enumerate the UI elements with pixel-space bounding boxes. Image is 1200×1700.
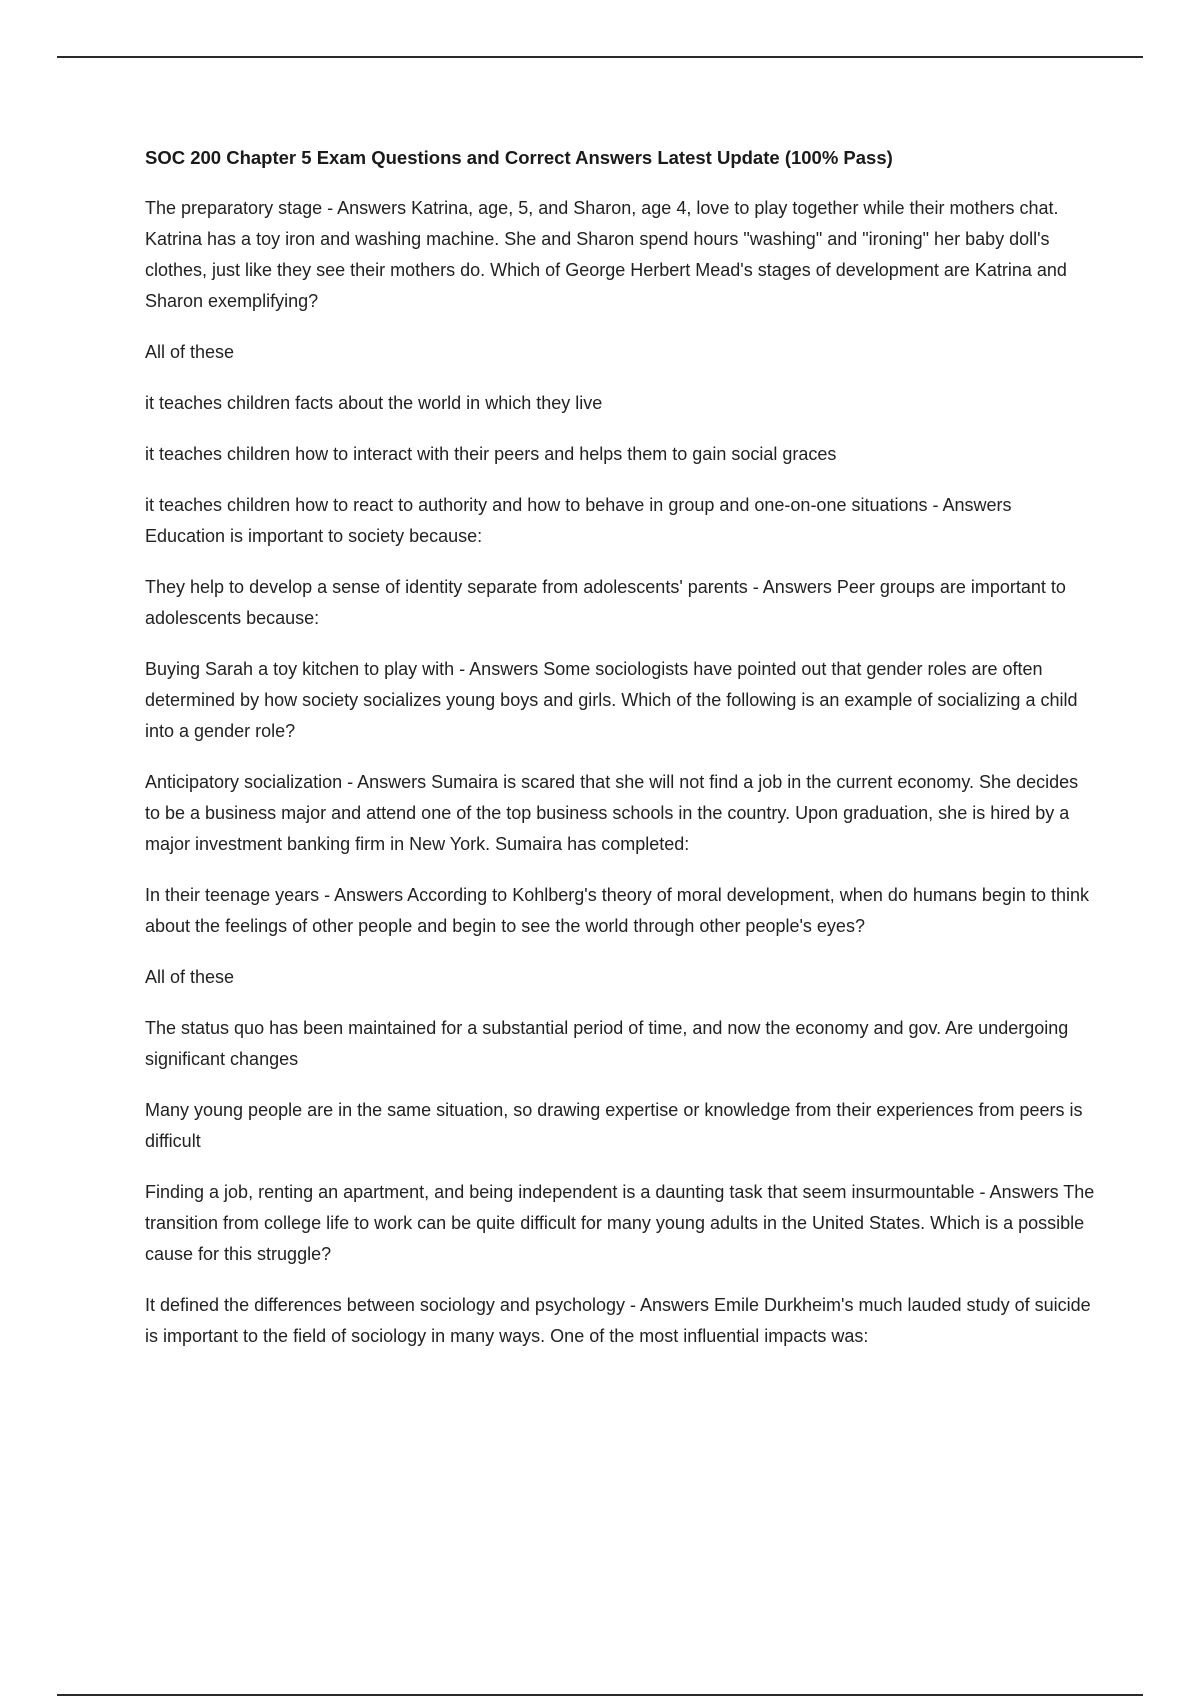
paragraph: All of these: [145, 967, 235, 987]
paragraph: In their teenage years - Answers According to Kohlberg's theory of moral development, when do humans begin to think about the feelings of other people and begin to see the world through other people's eyes?: [145, 885, 1089, 936]
bottom-divider: [57, 1694, 1143, 1696]
paragraph: It defined the differences between sociology and psychology - Answers Emile Durkheim's much lauded study of suicide is important to the field of sociology in many ways. One of the most influential impacts was:: [145, 1295, 1091, 1346]
paragraph: it teaches children how to interact with their peers and helps them to gain social graces: [145, 444, 837, 464]
paragraph: The status quo has been maintained for a substantial period of time, and now the economy and gov. Are undergoing significant changes: [145, 1018, 1069, 1069]
paragraph: Buying Sarah a toy kitchen to play with - Answers Some sociologists have pointed out that gender roles are often determined by how society socializes young boys and girls. Which of the following is an example of socializing a child into a gender role?: [145, 659, 1078, 741]
paragraph: Anticipatory socialization - Answers Sumaira is scared that she will not find a job in the current economy. She decides to be a business major and attend one of the top business schools in the country. Upon graduation, she is hired by a major investment banking firm in New York. Sumaira has completed:: [145, 772, 1079, 854]
document-title: SOC 200 Chapter 5 Exam Questions and Correct Answers Latest Update (100% Pass): [145, 147, 893, 168]
paragraph: The preparatory stage - Answers Katrina, age, 5, and Sharon, age 4, love to play together while their mothers chat. Katrina has a toy iron and washing machine. She and Sharon spend hours "washing" and "ironing" her baby doll's clothes, just like they see their mothers do. Which of George Herbert Mead's stages of development are Katrina and Sharon exemplifying?: [145, 198, 1067, 311]
top-divider: [57, 56, 1143, 58]
document-body: [145, 143, 1095, 1372]
paragraph: They help to develop a sense of identity separate from adolescents' parents - Answers Peer groups are important to adolescents because:: [145, 577, 1066, 628]
paragraph: All of these: [145, 342, 235, 362]
paragraph: it teaches children how to react to authority and how to behave in group and one-on-one situations - Answers Education is important to society because:: [145, 495, 1012, 546]
paragraph: Finding a job, renting an apartment, and being independent is a daunting task that seem insurmountable - Answers The transition from college life to work can be quite difficult for many young adults in the United States. Which is a possible cause for this struggle?: [145, 1182, 1095, 1264]
paragraph: it teaches children facts about the world in which they live: [145, 393, 603, 413]
paragraph: Many young people are in the same situation, so drawing expertise or knowledge from their experiences from peers is difficult: [145, 1100, 1083, 1151]
